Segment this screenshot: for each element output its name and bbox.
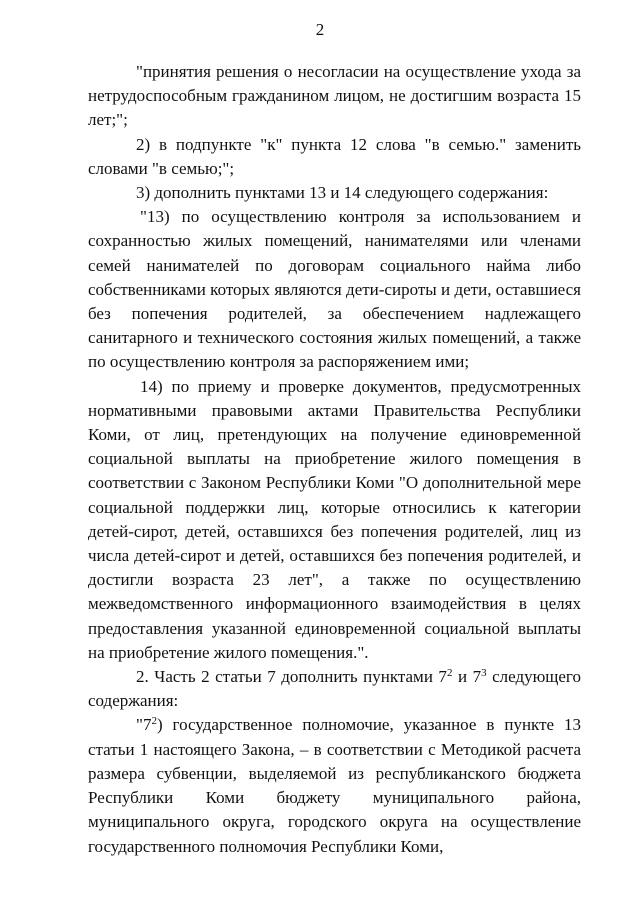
document-body [88, 60, 581, 859]
paragraph-item-3: 3) дополнить пунктами 13 и 14 следующего содержания: [136, 183, 549, 203]
paragraph-item-13: "13) по осуществлению контроля за использованием и сохранностью жилых помещений, нанимателями или членами семей нанимателей по договорам социального найма либо собственниками которых являются дети-сироты и дети, оставшиеся без попечения родителей, за обеспечением надлежащего санитарного и технического состояния жилых помещений, а также по осуществлению контроля за распоряжением ими; [88, 207, 581, 372]
superscript: 2 [151, 715, 157, 728]
superscript: 2 [446, 667, 453, 680]
paragraph-item-14: 14) по приему и проверке документов, предусмотренных нормативными правовыми актами Правительства Республики Коми, от лиц, претендующих на получение единовременной социальной выплаты на приобретение жилого помещения в соответствии с Законом Республики Коми "О дополнительной мере социальной поддержки лиц, которые относились к категории детей-сирот, детей, оставшихся без попечения родителей, лиц из числа детей-сирот и детей, оставшихся без попечения родителей, и достигли возраста 23 лет", а также по осуществлению межведомственного информационного взаимодействия в целях предоставления указанной единовременной социальной выплаты на приобретение жилого помещения.". [88, 376, 581, 662]
page-number: 2 [315, 20, 325, 39]
paragraph-quote-continuation: "принятия решения о несогласии на осуществление ухода за нетрудоспособным гражданином лицом, не достигшим возраста 15 лет;"; [88, 62, 581, 130]
superscript: 3 [481, 667, 487, 680]
item-7-2-text-b: ) государственное полномочие, указанное в пункте 13 статьи 1 настоящего Закона, – в соответствии с Методикой расчета размера субвенции, выделяемой из республиканского бюджета Республики Коми бюджету муниципального района, муниципального округа, городского округа на осуществление государственного полномочия Республики Коми, [88, 715, 581, 856]
paragraph-item-7-2 [88, 713, 581, 858]
part-2-text-b: и 7 [452, 667, 482, 687]
paragraph-item-2: 2) в подпункте "к" пункта 12 слова "в семью." заменить словами "в семью;"; [88, 134, 581, 178]
part-2-text-a: 2. Часть 2 статьи 7 дополнить пунктами 7 [136, 667, 447, 687]
part-2-text-c: следующего содержания: [88, 667, 581, 711]
item-7-2-text-a: "7 [136, 715, 152, 735]
paragraph-part-2 [88, 665, 581, 713]
